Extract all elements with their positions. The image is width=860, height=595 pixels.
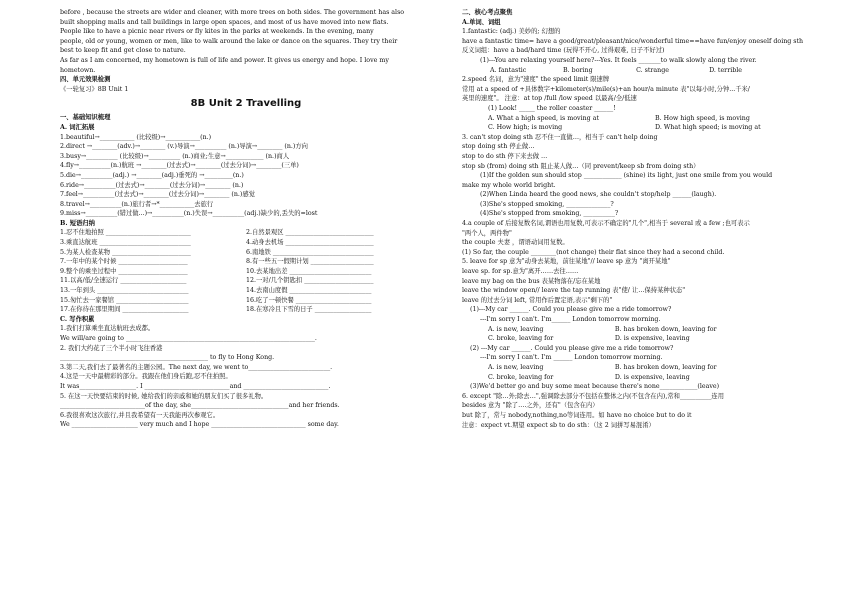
text-line: People like to have a picnic near rivers or fly kites in the parks at weekends. In the evening, many	[60, 28, 374, 36]
point-line: the couple 夫妻 ，谓语动词用复数。	[462, 239, 569, 247]
point-line: 常用 at a speed of +具体数字+kilometer(s)/mile(s)+an hour/a minute 表"以每小时,分钟...千米/	[462, 85, 750, 93]
option: A. fantastic	[490, 66, 527, 74]
writing-item: 4.这是一天中最精彩的部分。我跟在他们身后跑,忍不住拍照。	[60, 373, 232, 381]
option: A. is new, leaving	[488, 363, 544, 371]
point-line: 注意：expect vt.期望 expect sb to do sth：（这 2 词拼写易混淆）	[462, 421, 655, 429]
vocab-item: 2.direct →________(adv.)→________ (v.)导演→__________ (n.)导演→________ (n.)方向	[60, 143, 308, 151]
options-row	[462, 66, 822, 76]
point-line: leave sp. for sp.意为"离开……去往……	[462, 268, 579, 276]
option: D. is expensive, leaving	[614, 373, 690, 381]
vocab-item: 1.beautiful→___________ (比较级)→___________(n.)	[60, 133, 212, 141]
phrase-item: 10.去某地出差 __________________________	[246, 267, 372, 275]
phrase-item: 8.有一些五一假期计划 ____________________	[246, 258, 374, 266]
phrase-row	[60, 238, 432, 248]
question: (3)We'd better go and buy some meat because there's none____________(leave)	[470, 383, 720, 391]
question-reply: ---I'm sorry I can't. I'm ______ London tomorrow morning.	[480, 354, 663, 362]
writing-item: 5. 在这一天快要结束的时候, 她给我们的亲戚和她的朋友们买了很多礼物。	[60, 392, 268, 400]
text-line: As far as I am concerned, my hometown is full of life and power. It gives us energy and hope. I love my	[60, 56, 389, 64]
options-row	[462, 334, 822, 344]
vocab-item: 8.travel→__________(n.)旅行者→*___________去旅行	[60, 200, 214, 208]
part-heading: 一、基础知识梳理	[60, 114, 111, 122]
option: A. is new, leaving	[488, 325, 544, 333]
option: D. What high speed; is moving at	[655, 124, 761, 132]
question: (4)She's stopped from smoking, __________?	[480, 210, 619, 218]
phrase-row	[60, 228, 432, 238]
text-line: before , because the streets are wider and cleaner, with more trees on both sides. The government has also	[60, 9, 405, 16]
phrase-item: 4.动身去机场 ____________________________	[246, 239, 374, 247]
phrase-item: 14.去南山度假 __________________________	[246, 287, 372, 295]
right-column	[462, 8, 822, 430]
vocab-list	[60, 133, 432, 219]
question-reply: ---I'm sorry I can't. I'm______ London tomorrow morning.	[480, 316, 661, 323]
phrase-item: 13.一年到头 _____________________________	[60, 287, 189, 295]
point-line: leave the window open// leave the tap running 表"使/ 让…保持某种状态"	[462, 287, 686, 295]
left-column	[60, 8, 432, 430]
options-row	[462, 363, 822, 373]
question: (2)When Linda heard the good news, she couldn't stop/help ______(laugh).	[480, 191, 717, 199]
text-line: hometown.	[60, 66, 96, 74]
vocab-item: 6.ride→__________(过去式)→________(过去分词)→________ (n.)	[60, 181, 244, 189]
question: (3)She's stopped smoking, ______________?	[480, 200, 614, 208]
question: make my whole world bright.	[462, 181, 556, 189]
point-line: "两个人，两件物"	[462, 229, 512, 237]
writing-item: 3.第二天,我们去了最著名的主题公园。The next day, we went to__________________________.	[60, 363, 333, 371]
option: D. is expensive, leaving	[614, 335, 690, 343]
phrase-row	[60, 296, 432, 306]
vocab-item: 3.busy→__________ (比较级)→__________ (n.)商业;生意→____________ (n.)商人	[60, 152, 290, 160]
phrase-item: 11.以高/低/全速运行 _____________________	[60, 277, 187, 285]
vocab-item: 4.fly→__________(n.)航班 →________(过去式)→________(过去分词)→________(三单)	[60, 162, 299, 170]
phrase-item: 15.匆忙去一家餐馆 _______________________	[60, 296, 189, 304]
text-line: built shopping malls and tall buildings in large open spaces, and most of us have moved into new flats.	[60, 18, 389, 26]
option: B. has broken down, leaving for	[614, 325, 717, 333]
part-heading: 二、核心考点聚焦	[462, 9, 513, 16]
phrase-row	[60, 276, 432, 286]
point-line: stop to do sth 停下来去做 …	[462, 152, 548, 160]
point-line: have a fantastic time= have a good/great/pleasant/nice/wonderful time==have fun/enjoy oneself doing sth	[462, 37, 804, 45]
writing-item: It was__________________. I ___________________________and ___________________________.	[60, 382, 331, 390]
question: (1) So far, the couple ________(not change) their flat since they had a second child.	[462, 248, 725, 256]
point-line: besides 意为 "除了….之外，还有"（包含在内）	[462, 402, 599, 410]
writing-item: _______________________________________________ to fly to Hong Kong.	[60, 354, 275, 362]
phrase-item: 9.整个的乘坐过程中 ______________________	[60, 267, 188, 275]
point-line: but 除了，常与 nobody,nothing,no等词连用。如 have no choice but to do it	[462, 411, 692, 419]
writing-item: 2. 我们大约花了三个半小时飞往香港	[60, 344, 163, 352]
question: (2) ---My car ______. Could you please give me a ride tomorrow?	[470, 344, 674, 352]
point-line: 4.a couple of 后接复数名词,谓语也用复数,可表示不确定的"几个",相当于 several 或 a few ;也可表示	[462, 220, 750, 228]
point-line: 反义词组：have a bad/hard time (玩得不开心, 过得艰难, 日子不好过)	[462, 47, 665, 55]
phrase-item: 18.在寒冷且下雪的日子 __________________	[246, 306, 372, 314]
question: (1) Look! _____ the roller coaster ______!	[488, 104, 616, 112]
vocab-item: 5.die→__________(adj.) →________(adj.)垂死的 →_________(n.)	[60, 171, 244, 179]
section-heading: 四、单元效果检测	[60, 76, 111, 84]
question: (1)If the golden sun should stop ____________ (shine) its light, just one smile from you would	[480, 172, 773, 180]
phrase-item: 5.为某人检查某物 _________________________	[60, 248, 191, 256]
option: D. terrible	[709, 66, 742, 74]
question: (1)---My car ______. Could you please give me a ride tomorrow?	[470, 306, 672, 314]
writing-item: 6.我很喜欢这次旅行,并且我希望有一天我能再次参观它。	[60, 411, 220, 419]
writing-item: ___________________________of the day, she_______________________________and her friends.	[60, 402, 340, 410]
option: C. broke, leaving for	[488, 335, 554, 343]
point-line: 5. leave for sp 意为"动身去某地，前往某地"// leave sp 意为 "离开某地"	[462, 258, 671, 266]
question: (1)---You are relaxing yourself here?---Yes. It feels _______to walk slowly along the river.	[480, 56, 757, 64]
point-line: leave my bag on the bus 表某物落在/忘在某地	[462, 277, 601, 285]
phrase-row	[60, 286, 432, 296]
writing-item: We _____________________ very much and I hope ______________________________ some day.	[60, 421, 339, 429]
point-line: 6. except "除…外;除去…",强调除去部分不包括在整体之内(不包含在内),常和__________连用	[462, 392, 725, 400]
point-line: 2.speed 名词，意为"速度" the speed limit 限速牌	[462, 76, 610, 84]
vocab-item: 7.feel→__________(过去式)→________(过去分词)→________ (n.)感觉	[60, 191, 255, 199]
unit-title: 8B Unit 2 Travelling	[190, 98, 302, 110]
option: B. boring	[563, 66, 593, 74]
writing-item: We will/are going to ____________________________________________________________.	[60, 335, 317, 342]
vocab-item: 9.miss→__________(错过做...)→__________(n.)失误→__________(adj.)缺少的,丢失的=lost	[60, 210, 318, 218]
intro-passage	[60, 8, 432, 75]
subsection-heading: C. 写作积累	[60, 315, 95, 323]
phrase-row	[60, 305, 432, 315]
phrase-item: 2.自然景观区 ____________________________	[246, 229, 374, 237]
phrase-item: 1.忍不住地拍照 ___________________________	[60, 229, 191, 237]
text-line: people, old or young, women or men, like to walk around the lake or dance on the squares. They try their	[60, 37, 398, 45]
text-line: best to keep fit and get close to nature.	[60, 47, 186, 55]
section-ref: 《一轮复习》8B Unit 1	[60, 85, 129, 93]
writing-list	[60, 324, 432, 430]
point-line: 英里的速度"。 注意：at top /full /low speed 以最高/全/低速	[462, 95, 637, 103]
options-row	[462, 373, 822, 383]
options-row	[462, 325, 822, 335]
subsection-heading: B. 短语归纳	[60, 219, 95, 227]
phrase-item: 17.在你待在那里期间 _____________________	[60, 306, 189, 314]
phrase-list	[60, 228, 432, 314]
option: C. How high; is moving	[488, 124, 563, 132]
option: C. strange	[636, 66, 669, 74]
point-line: stop sb (from) doing sth 阻止某人做…（同 prevent/keep sb from doing sth）	[462, 162, 700, 170]
phrase-item: 12.一对/几个钥匙扣 ______________________	[246, 277, 374, 285]
point-line: stop doing sth 停止做…	[462, 143, 535, 151]
options-row	[462, 123, 822, 133]
option: B. has broken down, leaving for	[614, 363, 717, 371]
option: C. broke, leaving for	[488, 373, 554, 381]
option: B. How high speed, is moving	[655, 114, 750, 122]
phrase-item: 16.吃了一顿快餐 ________________________	[246, 296, 372, 304]
phrase-row	[60, 267, 432, 277]
phrase-item: 6.南地铁 ________________________________	[246, 248, 374, 256]
subsection-heading: A. 词汇拓展	[60, 123, 95, 131]
phrase-row	[60, 248, 432, 258]
phrase-item: 7.一年中的某个时候 ______________________	[60, 258, 188, 266]
phrase-row	[60, 257, 432, 267]
point-line: 1.fantastic: (adj.) 美妙的; 幻想的	[462, 28, 561, 36]
option: A. What a high speed, is moving at	[488, 114, 599, 122]
writing-item: 1.我们打算乘坐直达航班去成都。	[60, 325, 155, 333]
point-line: leave 的过去分词 left, 常用作后置定语,表示"剩下的"	[462, 296, 613, 304]
phrase-item: 3.乘直达航班 _____________________________	[60, 239, 191, 247]
subsection-heading: A.单词、词组	[462, 18, 501, 26]
point-line: 3. can't stop doing sth 忍不住一直做…，相当于 can't help doing	[462, 133, 658, 141]
options-row	[462, 114, 822, 124]
